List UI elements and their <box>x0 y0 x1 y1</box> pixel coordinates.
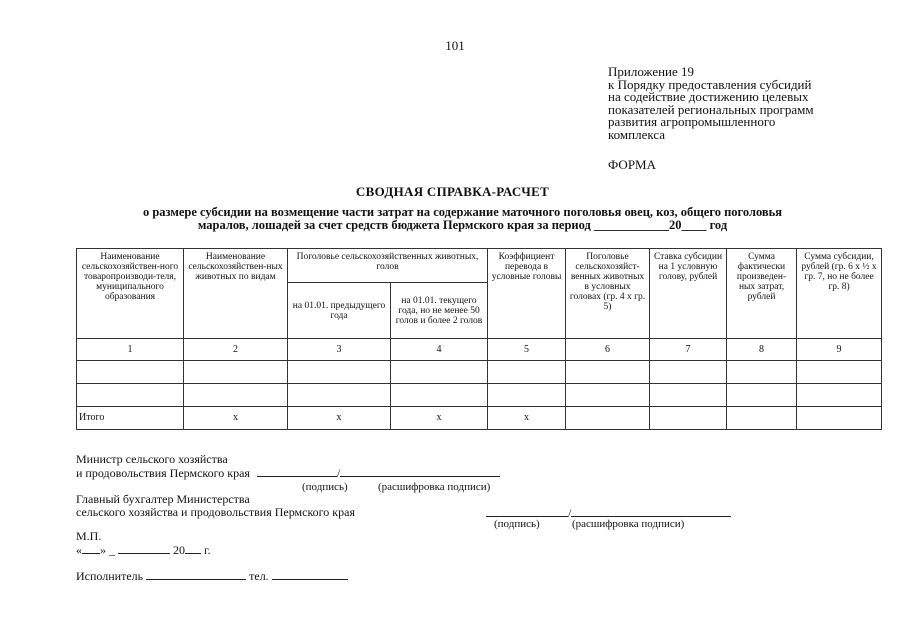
header-col8: Сумма фактически произведен-ных затрат, рублей <box>727 249 797 339</box>
header-col6: Поголовье сельскохозяйст-венных животных в условных головах (гр. 4 x гр. 5) <box>566 249 650 339</box>
accountant-decode-field[interactable] <box>571 506 731 517</box>
total-cell: x <box>288 407 391 430</box>
column-number: 7 <box>650 339 727 361</box>
date-year-field[interactable] <box>185 543 201 554</box>
calculation-table <box>76 248 882 430</box>
accountant-decode-caption: (расшифровка подписи) <box>572 518 685 530</box>
total-cell: x <box>391 407 488 430</box>
column-number: 5 <box>488 339 566 361</box>
date-day-field[interactable] <box>82 543 100 554</box>
minister-sig-caption: (подпись) <box>302 481 348 493</box>
table-header-row <box>77 249 882 283</box>
table-cell[interactable] <box>488 361 566 384</box>
total-label: Итого <box>77 407 184 430</box>
executor-field[interactable] <box>146 569 246 580</box>
appendix-line: показателей региональных программ <box>608 101 814 117</box>
minister-decode-caption: (расшифровка подписи) <box>378 481 491 493</box>
document-title: СВОДНАЯ СПРАВКА-РАСЧЕТ <box>355 184 550 199</box>
header-col7: Ставка субсидии на 1 условную голову, рублей <box>650 249 727 339</box>
table-cell[interactable] <box>288 384 391 407</box>
table-cell[interactable] <box>650 384 727 407</box>
table-cell[interactable] <box>566 361 650 384</box>
table-cell[interactable] <box>488 384 566 407</box>
date-line <box>76 543 211 556</box>
accountant-title-line2: сельского хозяйства и продовольствия Пермского края <box>76 505 355 519</box>
subtitle-line: маралов, лошадей за счет средств бюджета Пермского края за период ____________20____ год <box>197 217 728 232</box>
appendix-line: развития агропромышленного <box>608 114 776 129</box>
table-cell[interactable] <box>391 361 488 384</box>
table-row <box>77 384 882 407</box>
accountant-sig-caption: (подпись) <box>494 518 540 530</box>
column-number: 2 <box>184 339 288 361</box>
total-cell[interactable] <box>727 407 797 430</box>
appendix-line: на содействие достижению целевых <box>608 89 809 104</box>
form-label: ФОРМА <box>608 157 656 172</box>
column-number: 3 <box>288 339 391 361</box>
column-number: 6 <box>566 339 650 361</box>
date-suffix: г. <box>204 543 211 557</box>
minister-slash: / <box>336 466 341 480</box>
header-col2: Наименование сельскохозяйствен-ных животных по видам <box>184 249 288 339</box>
accountant-signature-field[interactable] <box>486 506 568 517</box>
table-cell[interactable] <box>77 361 184 384</box>
minister-title-line2: и продовольствия Пермского края <box>76 466 250 480</box>
stamp-label: М.П. <box>76 529 102 543</box>
column-number: 4 <box>391 339 488 361</box>
total-cell: x <box>488 407 566 430</box>
phone-label: тел. <box>249 569 269 583</box>
accountant-title-line1: Главный бухгалтер Министерства <box>76 492 250 506</box>
document-subtitle <box>40 206 885 231</box>
table-cell[interactable] <box>797 384 882 407</box>
executor-label: Исполнитель <box>76 569 144 583</box>
table-cell[interactable] <box>797 361 882 384</box>
executor-line <box>76 569 348 582</box>
header-col4: на 01.01. текущего года, но не менее 50 голов и более 2 голов <box>391 283 488 339</box>
date-dash: _ <box>109 543 115 557</box>
table-row <box>77 361 882 384</box>
table-cell[interactable] <box>77 384 184 407</box>
minister-title-line1: Министр сельского хозяйства <box>76 452 228 466</box>
total-cell[interactable] <box>566 407 650 430</box>
total-cell[interactable] <box>797 407 882 430</box>
header-col5: Коэффициент перевода в условные головы <box>488 249 566 339</box>
page-number: 101 <box>445 38 465 53</box>
minister-decode-field[interactable] <box>340 466 500 477</box>
table-cell[interactable] <box>184 384 288 407</box>
minister-signature-field[interactable] <box>257 466 337 477</box>
appendix-line: комплекса <box>608 126 666 142</box>
column-number: 8 <box>727 339 797 361</box>
table-cell[interactable] <box>288 361 391 384</box>
date-open-quote: « <box>76 543 82 557</box>
total-row <box>77 407 882 430</box>
table-cell[interactable] <box>391 384 488 407</box>
subtitle-line: о размере субсидии на возмещение части затрат на содержание маточного поголовья овец, коз, общего поголовья <box>142 205 783 219</box>
date-year-prefix: 20 <box>173 543 185 557</box>
header-col9: Сумма субсидии, рублей (гр. 6 x ½ x гр. 7, но не более гр. 8) <box>797 249 882 339</box>
column-number: 1 <box>77 339 184 361</box>
column-number-row <box>77 339 882 361</box>
total-cell: x <box>184 407 288 430</box>
header-herd-group: Поголовье сельскохозяйственных животных, голов <box>288 249 488 283</box>
appendix-note <box>608 66 868 141</box>
table-cell[interactable] <box>727 384 797 407</box>
header-col3: на 01.01. предыдущего года <box>288 283 391 339</box>
appendix-line: Приложение 19 <box>608 64 695 79</box>
accountant-slash: / <box>568 506 572 520</box>
header-col1: Наименование сельскохозяйствен-ного товаропроизводи-теля, муниципального образования <box>77 249 184 339</box>
table-cell[interactable] <box>566 384 650 407</box>
column-number: 9 <box>797 339 882 361</box>
total-cell[interactable] <box>650 407 727 430</box>
table-cell[interactable] <box>184 361 288 384</box>
table-cell[interactable] <box>650 361 727 384</box>
minister-signature-line <box>76 466 500 479</box>
date-close-quote: » <box>100 543 106 557</box>
date-month-field[interactable] <box>118 543 170 554</box>
phone-field[interactable] <box>272 569 348 580</box>
appendix-line: к Порядку предоставления субсидий <box>608 76 812 92</box>
table-cell[interactable] <box>727 361 797 384</box>
